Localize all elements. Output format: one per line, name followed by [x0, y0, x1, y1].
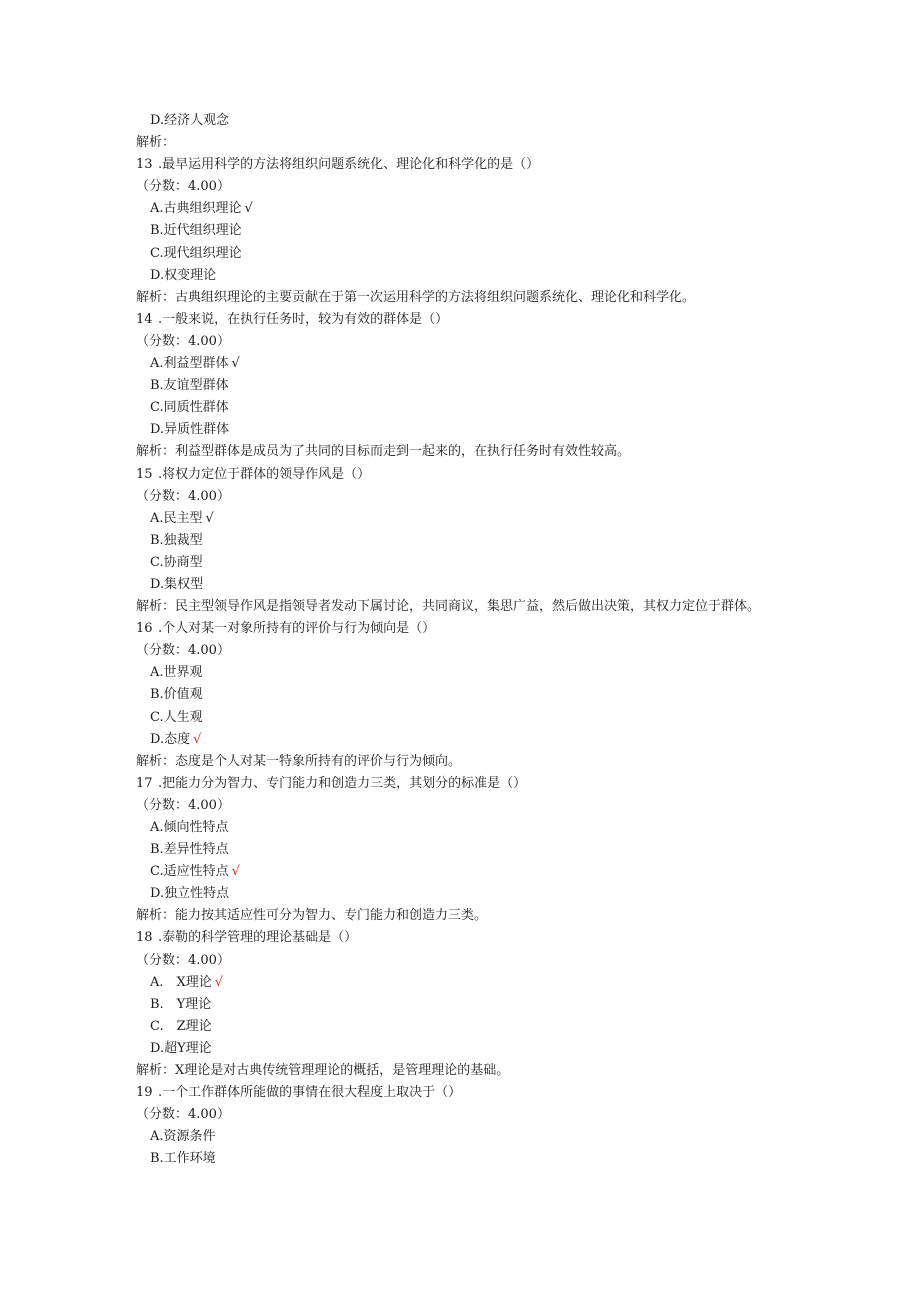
option-text: B.价值观	[150, 687, 203, 703]
option-text: A. X理论	[150, 974, 212, 990]
option-text: B.近代组织理论	[150, 223, 242, 239]
question-score: （分数：4.00）	[136, 797, 230, 813]
answer-option	[136, 1038, 786, 1060]
question-score: （分数：4.00）	[136, 333, 230, 349]
option-text: D.异质性群体	[150, 422, 230, 438]
option-text: C.适应性特点	[150, 864, 229, 880]
question-list	[136, 154, 786, 1170]
answer-option	[136, 861, 786, 883]
option-text: A.古典组织理论	[150, 201, 242, 217]
question-block	[136, 464, 786, 619]
analysis-previous: 解析：	[136, 135, 176, 151]
question-text: .一般来说，在执行任务时，较为有效的群体是（）	[158, 311, 449, 327]
question-text: .一个工作群体所能做的事情在很大程度上取决于（）	[158, 1085, 462, 1101]
document-body	[136, 110, 786, 1171]
answer-option	[136, 684, 786, 706]
question-stem	[136, 464, 786, 486]
question-stem	[136, 154, 786, 176]
question-block	[136, 154, 786, 309]
question-stem	[136, 309, 786, 331]
answer-analysis: 解析：利益型群体是成员为了共同的目标而走到一起来的，在执行任务时有效性较高。	[136, 444, 631, 460]
answer-option	[136, 1016, 786, 1038]
correct-check-icon: √	[244, 201, 253, 217]
question-block	[136, 1082, 786, 1170]
question-block	[136, 618, 786, 773]
question-number: 18	[136, 930, 153, 946]
answer-analysis: 解析：能力按其适应性可分为智力、专门能力和创造力三类。	[136, 908, 488, 924]
question-number: 17	[136, 775, 153, 791]
answer-option	[136, 994, 786, 1016]
question-text: .泰勒的科学管理的理论基础是（）	[158, 930, 358, 946]
option-text: C. Z理论	[150, 1018, 212, 1034]
answer-analysis: 解析：X理论是对古典传统管理理论的概括，是管理理论的基础。	[136, 1063, 510, 1079]
option-text: C.人生观	[150, 709, 203, 725]
option-d-previous: D.经济人观念	[150, 113, 230, 128]
answer-option	[136, 353, 786, 375]
correct-check-icon: √	[205, 510, 214, 526]
answer-option	[136, 198, 786, 220]
option-text: B. Y理论	[150, 996, 212, 1012]
question-stem	[136, 773, 786, 795]
question-block	[136, 309, 786, 464]
option-text: B.差异性特点	[150, 842, 229, 858]
answer-option	[136, 707, 786, 729]
answer-option	[136, 883, 786, 905]
question-score: （分数：4.00）	[136, 179, 230, 195]
answer-option	[136, 508, 786, 530]
option-text: A.资源条件	[150, 1129, 216, 1145]
option-text: A.世界观	[150, 665, 203, 681]
answer-option	[136, 243, 786, 265]
question-text: .最早运用科学的方法将组织问题系统化、理论化和科学化的是（）	[158, 157, 540, 173]
answer-option	[136, 662, 786, 684]
option-text: D.超Y理论	[150, 1040, 212, 1056]
question-stem	[136, 1082, 786, 1104]
question-stem	[136, 618, 786, 640]
answer-option	[136, 530, 786, 552]
question-number: 14	[136, 311, 153, 327]
question-number: 16	[136, 621, 153, 637]
option-text: C.同质性群体	[150, 400, 229, 416]
answer-option	[136, 1126, 786, 1148]
question-score: （分数：4.00）	[136, 1107, 230, 1123]
option-text: A.利益型群体	[150, 356, 229, 372]
answer-option	[136, 220, 786, 242]
question-block	[136, 773, 786, 928]
question-text: .个人对某一对象所持有的评价与行为倾向是（）	[158, 621, 436, 637]
correct-check-icon: √	[231, 356, 240, 372]
option-text: D.独立性特点	[150, 886, 230, 902]
answer-option	[136, 839, 786, 861]
option-text: A.倾向性特点	[150, 820, 229, 835]
option-text: B.独裁型	[150, 532, 203, 548]
question-number: 15	[136, 466, 153, 482]
question-number: 19	[136, 1085, 153, 1101]
question-score: （分数：4.00）	[136, 488, 230, 504]
answer-option	[136, 375, 786, 397]
option-text: D.态度	[150, 731, 191, 747]
question-score: （分数：4.00）	[136, 643, 230, 659]
option-text: D.权变理论	[150, 267, 217, 283]
option-text: B.友谊型群体	[150, 378, 229, 394]
question-block	[136, 927, 786, 1082]
answer-analysis: 解析：民主型领导作风是指领导者发动下属讨论，共同商议，集思广益，然后做出决策，其权力定位于群体。	[136, 599, 761, 615]
option-text: C.现代组织理论	[150, 245, 242, 261]
answer-option	[136, 552, 786, 574]
question-stem	[136, 927, 786, 949]
correct-check-icon: √	[231, 864, 240, 880]
option-text: D.集权型	[150, 576, 204, 592]
question-score: （分数：4.00）	[136, 952, 230, 968]
correct-check-icon: √	[193, 731, 202, 747]
answer-option	[136, 574, 786, 596]
answer-option	[136, 817, 786, 839]
option-text: C.协商型	[150, 554, 203, 570]
answer-analysis: 解析：古典组织理论的主要贡献在于第一次运用科学的方法将组织问题系统化、理论化和科学化。	[136, 289, 696, 305]
correct-check-icon: √	[214, 974, 224, 990]
question-text: .把能力分为智力、专门能力和创造力三类，其划分的标准是（）	[158, 775, 527, 791]
option-text: B.工作环境	[150, 1151, 216, 1167]
answer-option	[136, 265, 786, 287]
answer-option	[136, 419, 786, 441]
answer-analysis: 解析：态度是个人对某一特象所持有的评价与行为倾向。	[136, 753, 462, 769]
question-number: 13	[136, 157, 153, 173]
answer-option	[136, 729, 786, 751]
answer-option	[136, 972, 786, 994]
option-text: A.民主型	[150, 510, 203, 526]
question-text: .将权力定位于群体的领导作风是（）	[158, 466, 371, 482]
answer-option	[136, 397, 786, 419]
answer-option	[136, 1148, 786, 1170]
